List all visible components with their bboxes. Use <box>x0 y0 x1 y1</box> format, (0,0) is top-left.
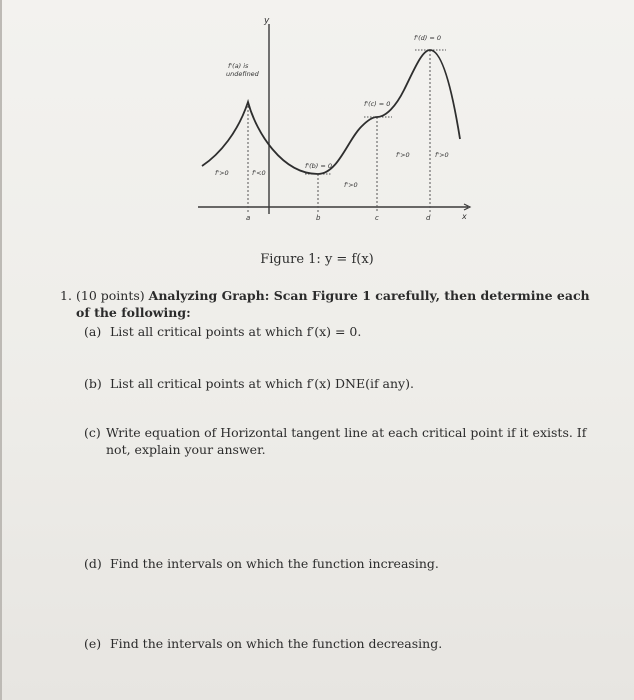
part-d-label: (d) <box>84 556 102 571</box>
x-axis-label: x <box>462 212 467 221</box>
annotation-pos-2: f'>0 <box>344 181 358 189</box>
question-number: 1. <box>60 288 72 303</box>
part-b <box>84 375 604 392</box>
annotation-undefined-line1: f'(a) is <box>228 62 249 70</box>
part-e-label: (e) <box>84 636 102 651</box>
part-c <box>84 424 604 458</box>
y-axis-label: y <box>264 16 270 26</box>
annotation-pos-3: f'>0 <box>396 151 410 159</box>
question-1 <box>60 287 605 321</box>
question-heading: Analyzing Graph: Scan Figure 1 carefully, then determine each of the following: <box>76 288 590 320</box>
part-a <box>84 323 604 340</box>
question-points: (10 points) <box>76 288 145 303</box>
part-b-label: (b) <box>84 376 102 391</box>
part-d <box>84 555 604 572</box>
part-a-text: List all critical points at which f′(x) = 0. <box>109 324 362 339</box>
part-e <box>84 635 604 652</box>
part-d-text: Find the intervals on which the function increasing. <box>109 556 439 571</box>
annotation-neg-1: f'<0 <box>252 169 266 177</box>
question-heading-block <box>76 287 605 321</box>
tick-label-a: a <box>246 214 251 222</box>
annotation-fb-zero: f'(b) = 0 <box>305 162 332 170</box>
figure-caption: Figure 1: y = f(x) <box>260 252 374 267</box>
annotation-undefined-line2: undefined <box>226 70 259 78</box>
annotation-fd-zero: f'(d) = 0 <box>414 34 441 42</box>
tick-label-d: d <box>426 214 431 222</box>
part-c-text: Write equation of Horizontal tangent line at each critical point if it exists. If not, explain your answer. <box>106 425 587 457</box>
part-a-label: (a) <box>84 324 102 339</box>
annotation-fc-zero: f'(c) = 0 <box>364 100 391 108</box>
part-c-label: (c) <box>84 425 101 440</box>
function-graph-figure <box>190 14 480 239</box>
annotation-pos-4: f'>0 <box>435 151 449 159</box>
tick-label-c: c <box>375 214 379 222</box>
tick-label-b: b <box>316 214 321 222</box>
annotation-pos-1: f'>0 <box>215 169 229 177</box>
part-e-text: Find the intervals on which the function decreasing. <box>109 636 443 651</box>
part-b-text: List all critical points at which f′(x) DNE(if any). <box>109 376 414 391</box>
